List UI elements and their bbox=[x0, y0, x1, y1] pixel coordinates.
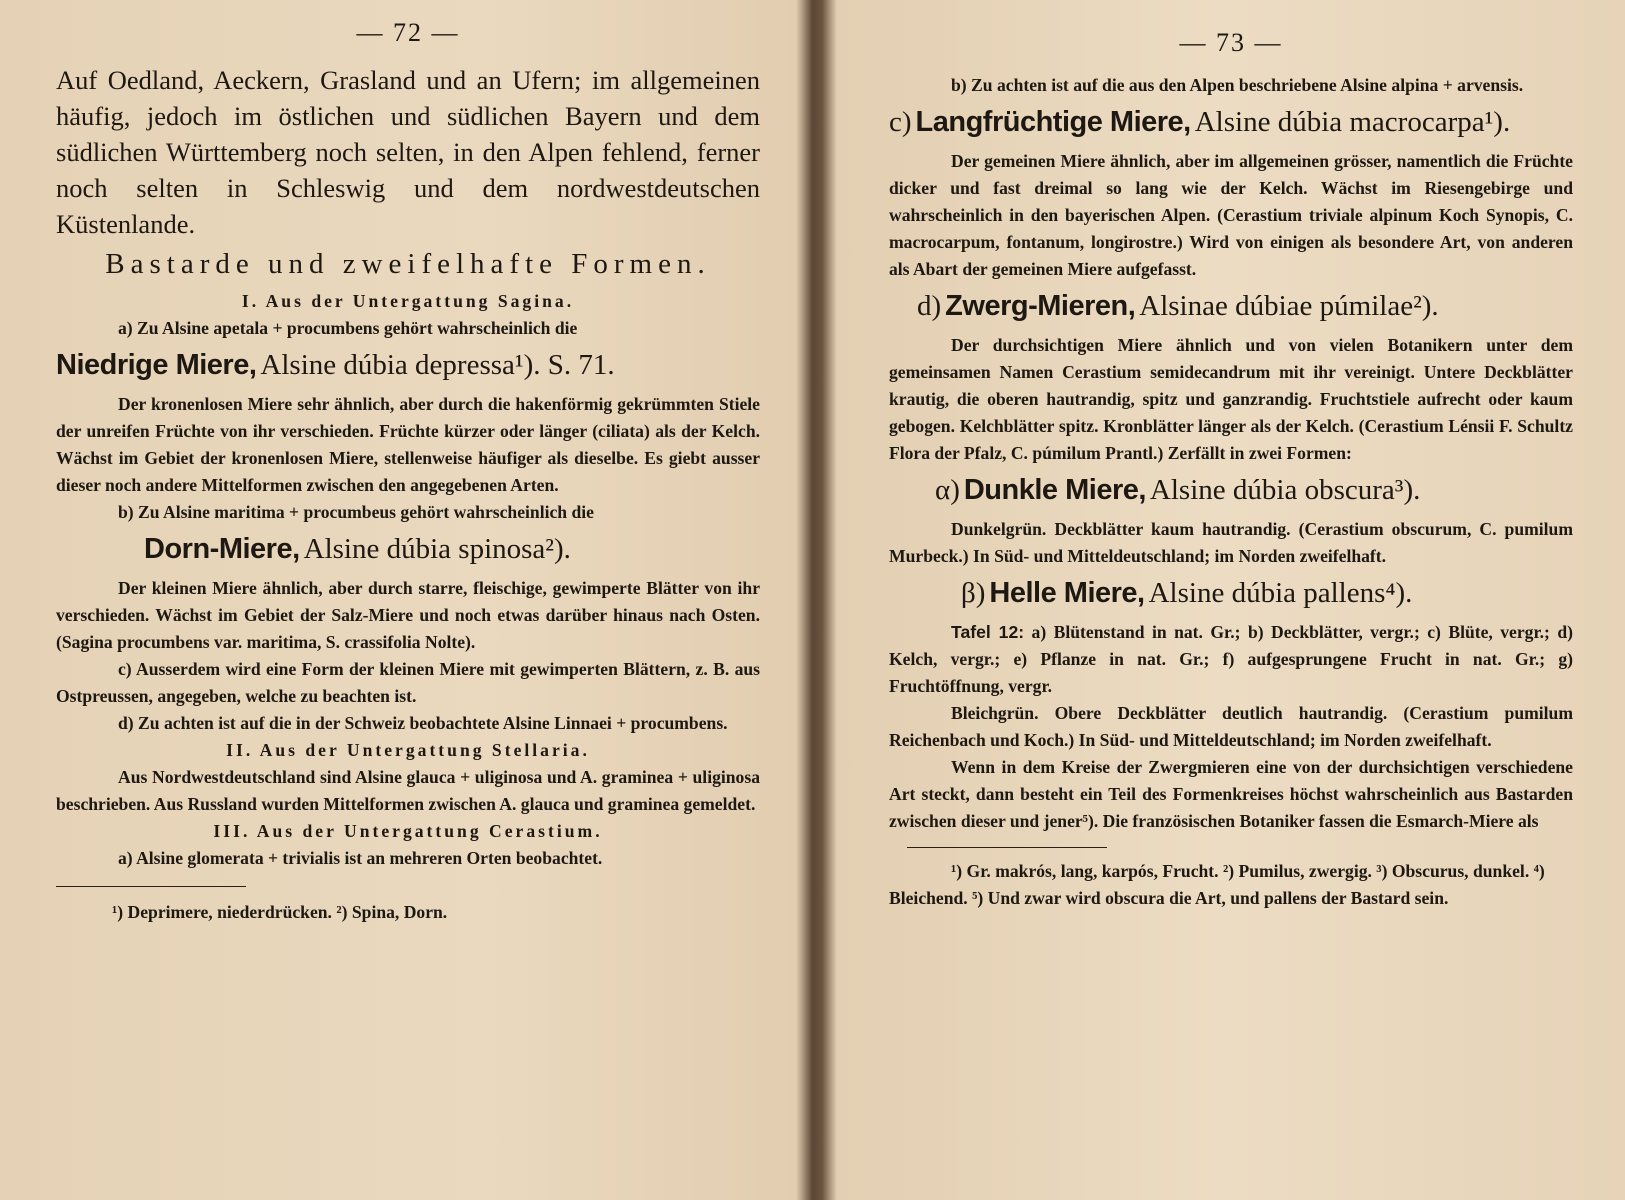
footnote: ¹) Gr. makrós, lang, karpós, Frucht. ²) Pumilus, zwergig. ³) Obscurus, dunkel. ⁴) Bleichend. ⁵) Und zwar wird obscura die Art, und pallens der Bastard sein. bbox=[889, 861, 1545, 908]
paragraph: a) Alsine glomerata + trivialis ist an mehreren Orten beobachtet. bbox=[118, 848, 603, 868]
right-page bbox=[835, 0, 1625, 1200]
paragraph: c) Ausserdem wird eine Form der kleinen Miere mit gewimperten Blättern, z. B. aus Ostpreussen, angegeben, welche zu beachten ist. bbox=[56, 659, 760, 706]
page-number: — 72 — bbox=[356, 18, 460, 47]
species-name: Helle Miere, bbox=[989, 577, 1145, 609]
paragraph: d) Zu achten ist auf die in der Schweiz beobachtete Alsine Linnaei + procumbens. bbox=[118, 713, 728, 733]
species-prefix: β) bbox=[961, 577, 986, 609]
intro-paragraph: Auf Oedland, Aeckern, Grasland und an Ufern; im allgemeinen häufig, jedoch im östlichen und südlichen Bayern und dem südlichen Württemberg noch selten, in den Alpen fehlend, ferner noch selten in Schleswig und dem nordwestdeutschen Küstenlande. bbox=[56, 65, 760, 239]
species-latin: Alsine dúbia macrocarpa¹). bbox=[1194, 106, 1511, 138]
species-prefix: α) bbox=[935, 474, 960, 506]
species-latin: Alsine dúbia spinosa²). bbox=[303, 533, 571, 565]
species-latin: Alsinae dúbiae púmilae²). bbox=[1139, 290, 1439, 322]
species-name: Dunkle Miere, bbox=[963, 474, 1146, 506]
species-latin: Alsine dúbia pallens⁴). bbox=[1148, 577, 1413, 609]
species-name: Zwerg-Mieren, bbox=[945, 290, 1136, 322]
species-description: Dunkelgrün. Deckblätter kaum hautrandig. (Cerastium obscurum, C. pumilum Murbeck.) In Süd- und Mitteldeutschland; im Norden zweifelhaft. bbox=[889, 519, 1573, 566]
paragraph: a) Zu Alsine apetala + procumbens gehört wahrscheinlich die bbox=[118, 318, 578, 338]
species-name: Langfrüchtige Miere, bbox=[915, 106, 1191, 138]
paragraph: b) Zu achten ist auf die aus den Alpen beschriebene Alsine alpina + arvensis. bbox=[951, 75, 1524, 95]
paragraph: Aus Nordwestdeutschland sind Alsine glauca + uliginosa und A. graminea + uliginosa beschrieben. Aus Russland wurden Mittelformen zwischen A. glauca und graminea gemeldet. bbox=[56, 767, 760, 814]
species-heading bbox=[889, 285, 1573, 332]
species-heading bbox=[56, 528, 760, 575]
subsection-heading: III. Aus der Untergattung Cerastium. bbox=[213, 821, 603, 841]
species-latin: Alsine dúbia depressa¹). S. 71. bbox=[260, 349, 615, 381]
subsection-heading: II. Aus der Untergattung Stellaria. bbox=[226, 740, 590, 760]
plate-text: a) Blütenstand in nat. Gr.; b) Deckblätter, vergr.; c) Blüte, vergr.; d) Kelch, vergr.; e) Pflanze in nat. Gr.; f) aufgesprungene Frucht in nat. Gr.; g) Fruchtöffnung, vergr. bbox=[889, 622, 1573, 696]
species-description: Bleichgrün. Obere Deckblätter deutlich hautrandig. (Cerastium pumilum Reichenbach und Koch.) In Süd- und Mitteldeutschland; im Norden zweifelhaft. bbox=[889, 703, 1573, 750]
left-page bbox=[0, 0, 810, 1200]
species-prefix: d) bbox=[917, 290, 942, 322]
species-latin: Alsine dúbia obscura³). bbox=[1149, 474, 1421, 506]
page-number: — 73 — bbox=[1179, 28, 1283, 57]
species-description: Der kronenlosen Miere sehr ähnlich, aber durch die hakenförmig gekrümmten Stiele der unreifen Früchte von ihr verschieden. Früchte kürzer oder länger (ciliata) als der Kelch. Wächst im Gebiet der kronenlosen Miere, stellenweise häufiger als dieselbe. Es giebt ausser dieser noch andere Mittelformen zwischen den angegebenen Arten. bbox=[56, 394, 760, 495]
species-name: Niedrige Miere, bbox=[56, 349, 257, 381]
subsection-heading: I. Aus der Untergattung Sagina. bbox=[241, 291, 575, 311]
species-heading bbox=[889, 469, 1573, 516]
species-heading bbox=[56, 344, 760, 391]
footnote: ¹) Deprimere, niederdrücken. ²) Spina, Dorn. bbox=[112, 902, 448, 922]
species-description: Der durchsichtigen Miere ähnlich und von vielen Botanikern unter dem gemeinsamen Namen Cerastium semidecandrum mit ihr vereinigt. Untere Deckblätter krautig, die oberen hautrandig, spitz und ganzrandig. Fruchtstiele aufrecht oder kaum gebogen. Kelchblätter spitz. Kronblätter länger als der Kelch. (Cerastium Lénsii F. Schultz Flora der Pfalz, C. púmilum Prantl.) Zerfällt in zwei Formen: bbox=[889, 335, 1573, 463]
plate-label: Tafel 12: bbox=[951, 622, 1025, 642]
paragraph: b) Zu Alsine maritima + procumbeus gehört wahrscheinlich die bbox=[118, 502, 594, 522]
section-title: Bastarde und zweifelhafte Formen. bbox=[105, 248, 711, 280]
species-heading bbox=[889, 572, 1573, 619]
footnote-divider bbox=[907, 847, 1107, 848]
footnote-divider bbox=[56, 886, 246, 887]
species-description: Der gemeinen Miere ähnlich, aber im allgemeinen grösser, namentlich die Früchte dicker und fast dreimal so lang wie der Kelch. Wächst im Riesengebirge und wahrscheinlich in den bayerischen Alpen. (Cerastium triviale alpinum Koch Synopis, C. macrocarpum, fontanum, longirostre.) Wird von einigen als besondere Art, von anderen als Abart der gemeinen Miere aufgefasst. bbox=[889, 151, 1573, 279]
species-description: Der kleinen Miere ähnlich, aber durch starre, fleischige, gewimperte Blätter von ihr verschieden. Wächst im Gebiet der Salz-Miere und noch etwas darüber hinaus nach Osten. (Sagina procumbens var. maritima, S. crassifolia Nolte). bbox=[56, 578, 760, 652]
plate-caption bbox=[889, 619, 1573, 700]
paragraph: Wenn in dem Kreise der Zwergmieren eine von der durchsichtigen verschiedene Art steckt, dann besteht ein Teil des Formenkreises höchst wahrscheinlich aus Bastarden zwischen dieser und jener⁵). Die französischen Botaniker fassen die Esmarch-Miere als bbox=[889, 757, 1573, 831]
species-heading bbox=[889, 101, 1573, 148]
species-prefix: c) bbox=[889, 106, 912, 138]
species-name: Dorn-Miere, bbox=[144, 533, 300, 565]
